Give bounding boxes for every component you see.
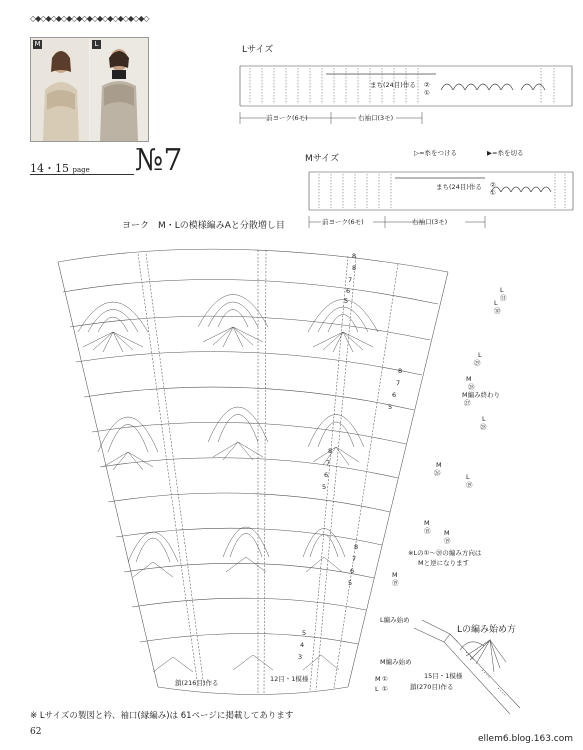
side-label-size: L [482,415,486,423]
side-label-row: ㉘ [480,423,487,431]
l-row-1-mark: L [375,685,379,693]
size-badge-l: L [92,40,101,49]
size-l-chain-label: まち(24目)作る [370,81,416,89]
row-number: 5 [302,629,307,637]
size-m-chain-label: まち(24目)作る [436,183,482,191]
l-start-method-title: Lの編み始め方 [457,625,517,635]
title-rule [30,174,134,175]
m-start-label: M編み始め [380,658,412,666]
l-repeat-label: 15目・1模様 [424,672,463,680]
model-photos [30,37,149,142]
l-chain-label: 鎖(270目)作る [410,683,454,691]
row-number: 7 [348,276,353,284]
row-number: 6 [324,471,329,479]
size-l-sleeve-label: 右袖口(3モ) [358,114,394,122]
row-number: 7 [326,459,331,467]
size-l-row-2: ② [424,81,430,89]
header-ornament: ◇◆◇◆◇◆◇◆◇◆◇◆◇◆◇◆◇◆◇◆◇◆◇ [30,14,149,23]
row-number: 4 [300,641,305,649]
side-label-size: L [478,351,482,359]
page-reference-pages: 14・15 [30,162,69,175]
row-number: 3 [298,653,303,661]
page-reference-suffix: page [72,166,90,174]
row-number: 5 [322,483,327,491]
m-marker-a-row: ⑲ [392,579,399,587]
base-chain-label: 鎖(216目)作る [175,679,219,687]
row-number: 5 [348,579,353,587]
size-badge-m: M [34,40,41,48]
side-label-row: ㉚ [494,307,501,315]
side-label-row: ㉖ [434,469,441,477]
side-label-row: ⑲ [466,481,473,489]
side-label-size: M [424,519,430,527]
size-l-yoke-label: 前ヨーク(6モ) [266,114,308,122]
row-number: 6 [350,567,355,575]
m-end-row: ㉗ [464,399,471,407]
size-m-sleeve-label: 右袖口(3モ) [412,218,448,226]
row-number: 6 [346,287,351,295]
size-l-row-1: ① [424,89,430,97]
source-credit: ellem6.blog.163.com [478,734,573,744]
size-l-title: Lサイズ [242,45,274,55]
m-row-1: ① [382,675,388,683]
size-m-yoke-label: 前ヨーク(6モ) [322,218,364,226]
side-label-size: L [466,473,470,481]
l-row-1: ① [382,685,388,693]
row-number: 6 [392,391,397,399]
direction-note-line-2: Mと逆になります [418,559,470,567]
l-start-method-diagram [410,610,550,720]
side-label-size: M [436,461,442,469]
row-number: 5 [388,403,393,411]
l-start-label: L編み始め [380,616,410,624]
model-photo-m [31,38,89,141]
pattern-number: №7 [135,143,183,178]
legend-cut-yarn: ▶=糸を切る [487,149,524,157]
legend-attach-yarn: ▷=糸をつける [414,149,457,157]
side-label-size: L [500,286,504,294]
side-label-row: ⑮ [424,527,431,535]
footnote: ※ Lサイズの製図と衿、袖口(縁編み)は 61ページに掲載してあります [30,711,294,721]
side-label-row: ㉙ [474,359,481,367]
row-number: 8 [352,252,357,260]
size-m-row-2: ② [490,181,496,189]
page-number: 62 [30,727,42,737]
side-label-row: ㉛ [500,294,507,302]
row-number: 8 [328,447,333,455]
side-label-row: ⑲ [444,537,451,545]
yoke-chart-title: ヨーク M・Lの模様編みAと分散増し目 [122,221,285,231]
side-label-size: L [494,299,498,307]
base-repeat-label: 12目・1模様 [270,675,309,683]
direction-note-line-1: ※Lの①～⑳の編み方向は [408,549,482,557]
model-photo-l [90,38,148,141]
size-m-row-1: ① [490,189,496,197]
row-number: 5 [344,297,349,305]
m-row-1-mark: M [375,675,381,683]
side-label-row: ㉘ [468,383,475,391]
m-end-label: M編み終わり [462,391,501,399]
row-number: 7 [352,555,357,563]
m-marker-a: M [392,571,398,579]
side-label-size: M [466,375,472,383]
row-number: 8 [352,264,357,272]
row-number: 8 [398,367,403,375]
row-number: 7 [396,379,401,387]
row-number: 8 [354,543,359,551]
size-m-title: Mサイズ [305,154,340,164]
side-label-size: M [444,529,450,537]
